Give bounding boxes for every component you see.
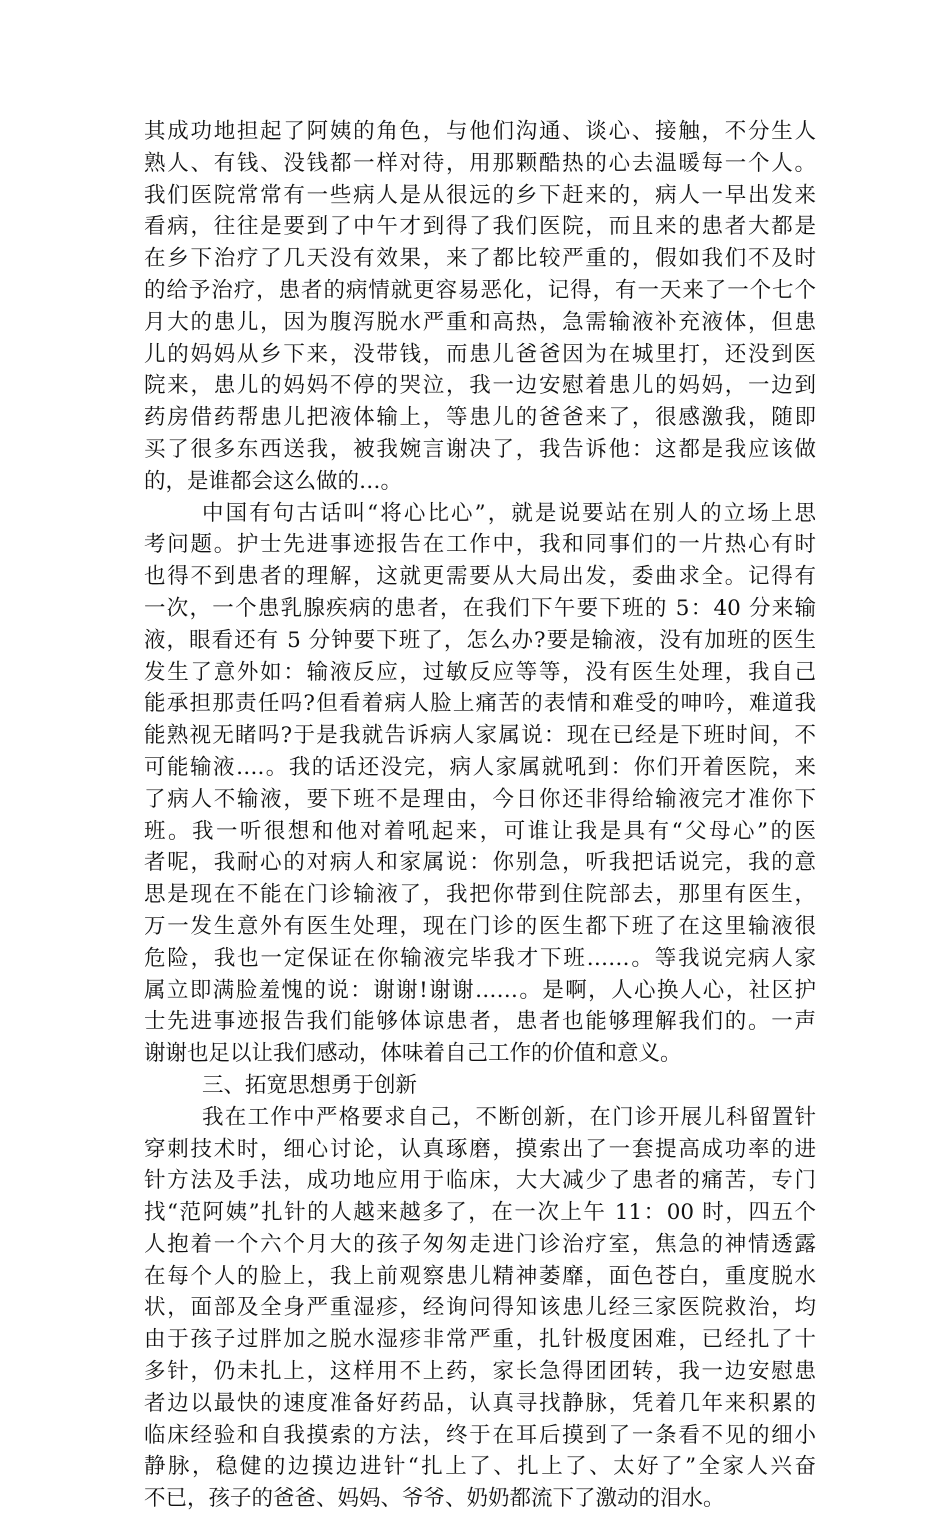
text-line: 静脉，稳健的边摸边进针“扎上了、扎上了、太好了”全家人兴奋 <box>144 1454 816 1480</box>
text-line: 能承担那责任吗?但看着病人脸上痛苦的表情和难受的呻吟，难道我 <box>144 691 816 717</box>
text-line: 发生了意外如：输液反应，过敏反应等等，没有医生处理，我自己 <box>144 659 816 685</box>
text-line: 买了很多东西送我，被我婉言谢决了，我告诉他：这都是我应该做 <box>144 436 816 462</box>
text-line: 穿刺技术时，细心讨论，认真琢磨，摸索出了一套提高成功率的进 <box>144 1136 816 1162</box>
text-line: 可能输液….。我的话还没完，病人家属就吼到：你们开着医院，来 <box>144 754 816 780</box>
text-line: 在每个人的脸上，我上前观察患儿精神萎靡，面色苍白，重度脱水 <box>144 1263 816 1289</box>
text-line: 的给予治疗，患者的病情就更容易恶化，记得，有一天来了一个七个 <box>144 277 816 303</box>
text-line: 危险，我也一定保证在你输液完毕我才下班……。等我说完病人家 <box>144 945 816 971</box>
text-line: 由于孩子过胖加之脱水湿疹非常严重，扎针极度困难，已经扎了十 <box>144 1327 816 1353</box>
text-line: 也得不到患者的理解，这就更需要从大局出发，委曲求全。记得有 <box>144 564 816 590</box>
text-line: 不已，孩子的爸爸、妈妈、爷爷、奶奶都流下了激动的泪水。 <box>144 1486 725 1512</box>
text-line: 液，眼看还有 5 分钟要下班了，怎么办?要是输液，没有加班的医生 <box>144 627 816 653</box>
text-line: 在乡下治疗了几天没有效果，来了都比较严重的，假如我们不及时 <box>144 246 816 272</box>
text-line: 我们医院常常有一些病人是从很远的乡下赶来的，病人一早出发来 <box>144 182 816 208</box>
text-line: 能熟视无睹吗?于是我就告诉病人家属说：现在已经是下班时间，不 <box>144 723 816 749</box>
text-line: 思是现在不能在门诊输液了，我把你带到住院部去，那里有医生， <box>144 882 816 908</box>
text-line: 多针，仍未扎上，这样用不上药，家长急得团团转，我一边安慰患 <box>144 1359 816 1385</box>
text-line: 其成功地担起了阿姨的角色，与他们沟通、谈心、接触，不分生人 <box>144 119 816 144</box>
text-line: 月大的患儿，因为腹泻脱水严重和高热，急需输液补充液体，但患 <box>144 309 816 335</box>
text-line: 万一发生意外有医生处理，现在门诊的医生都下班了在这里输液很 <box>144 913 816 939</box>
text-line: 一次，一个患乳腺疾病的患者，在我们下午要下班的 5：40 分来输 <box>144 595 816 621</box>
text-line: 临床经验和自我摸索的方法，终于在耳后摸到了一条看不见的细小 <box>144 1422 816 1448</box>
text-line: 找“范阿姨”扎针的人越来越多了，在一次上午 11：00 时，四五个 <box>144 1200 816 1226</box>
text-line: 人抱着一个六个月大的孩子匆匆走进门诊治疗室，焦急的神情透露 <box>144 1231 816 1257</box>
text-line: 班。我一听很想和他对着吼起来，可谁让我是具有“父母心”的医 <box>144 818 816 844</box>
text-line: 熟人、有钱、没钱都一样对待，用那颗酷热的心去温暖每一个人。 <box>144 150 816 176</box>
text-line: 药房借药帮患儿把液体输上，等患儿的爸爸来了，很感激我，随即 <box>144 405 816 431</box>
text-line: 属立即满脸羞愧的说：谢谢!谢谢……。是啊，人心换人心，社区护 <box>144 977 816 1003</box>
text-line: 中国有句古话叫“将心比心”，就是说要站在别人的立场上思 <box>202 500 816 526</box>
text-line: 针方法及手法，成功地应用于临床，大大减少了患者的痛苦，专门 <box>144 1168 816 1194</box>
text-line: 考问题。护士先进事迹报告在工作中，我和同事们的一片热心有时 <box>144 532 816 558</box>
text-line: 院来，患儿的妈妈不停的哭泣，我一边安慰着患儿的妈妈，一边到 <box>144 373 816 399</box>
document-body <box>144 116 816 1515</box>
text-line: 我在工作中严格要求自己，不断创新，在门诊开展儿科留置针 <box>202 1104 816 1130</box>
text-line: 三、拓宽思想勇于创新 <box>202 1072 418 1098</box>
text-line: 看病，往往是要到了中午才到得了我们医院，而且来的患者大都是 <box>144 214 816 240</box>
text-line: 了病人不输液，要下班不是理由，今日你还非得给输液完才准你下 <box>144 786 816 812</box>
text-line: 者边以最快的速度准备好药品，认真寻找静脉，凭着几年来积累的 <box>144 1390 816 1416</box>
text-line: 儿的妈妈从乡下来，没带钱，而患儿爸爸因为在城里打，还没到医 <box>144 341 816 367</box>
text-line: 者呢，我耐心的对病人和家属说：你别急，听我把话说完，我的意 <box>144 850 816 876</box>
text-line: 谢谢也足以让我们感动，体味着自己工作的价值和意义。 <box>144 1041 682 1067</box>
text-line: 士先进事迹报告我们能够体谅患者，患者也能够理解我们的。一声 <box>144 1009 816 1035</box>
text-line: 状，面部及全身严重湿疹，经询问得知该患儿经三家医院救治，均 <box>144 1295 816 1321</box>
text-line: 的，是谁都会这么做的…。 <box>144 468 403 494</box>
